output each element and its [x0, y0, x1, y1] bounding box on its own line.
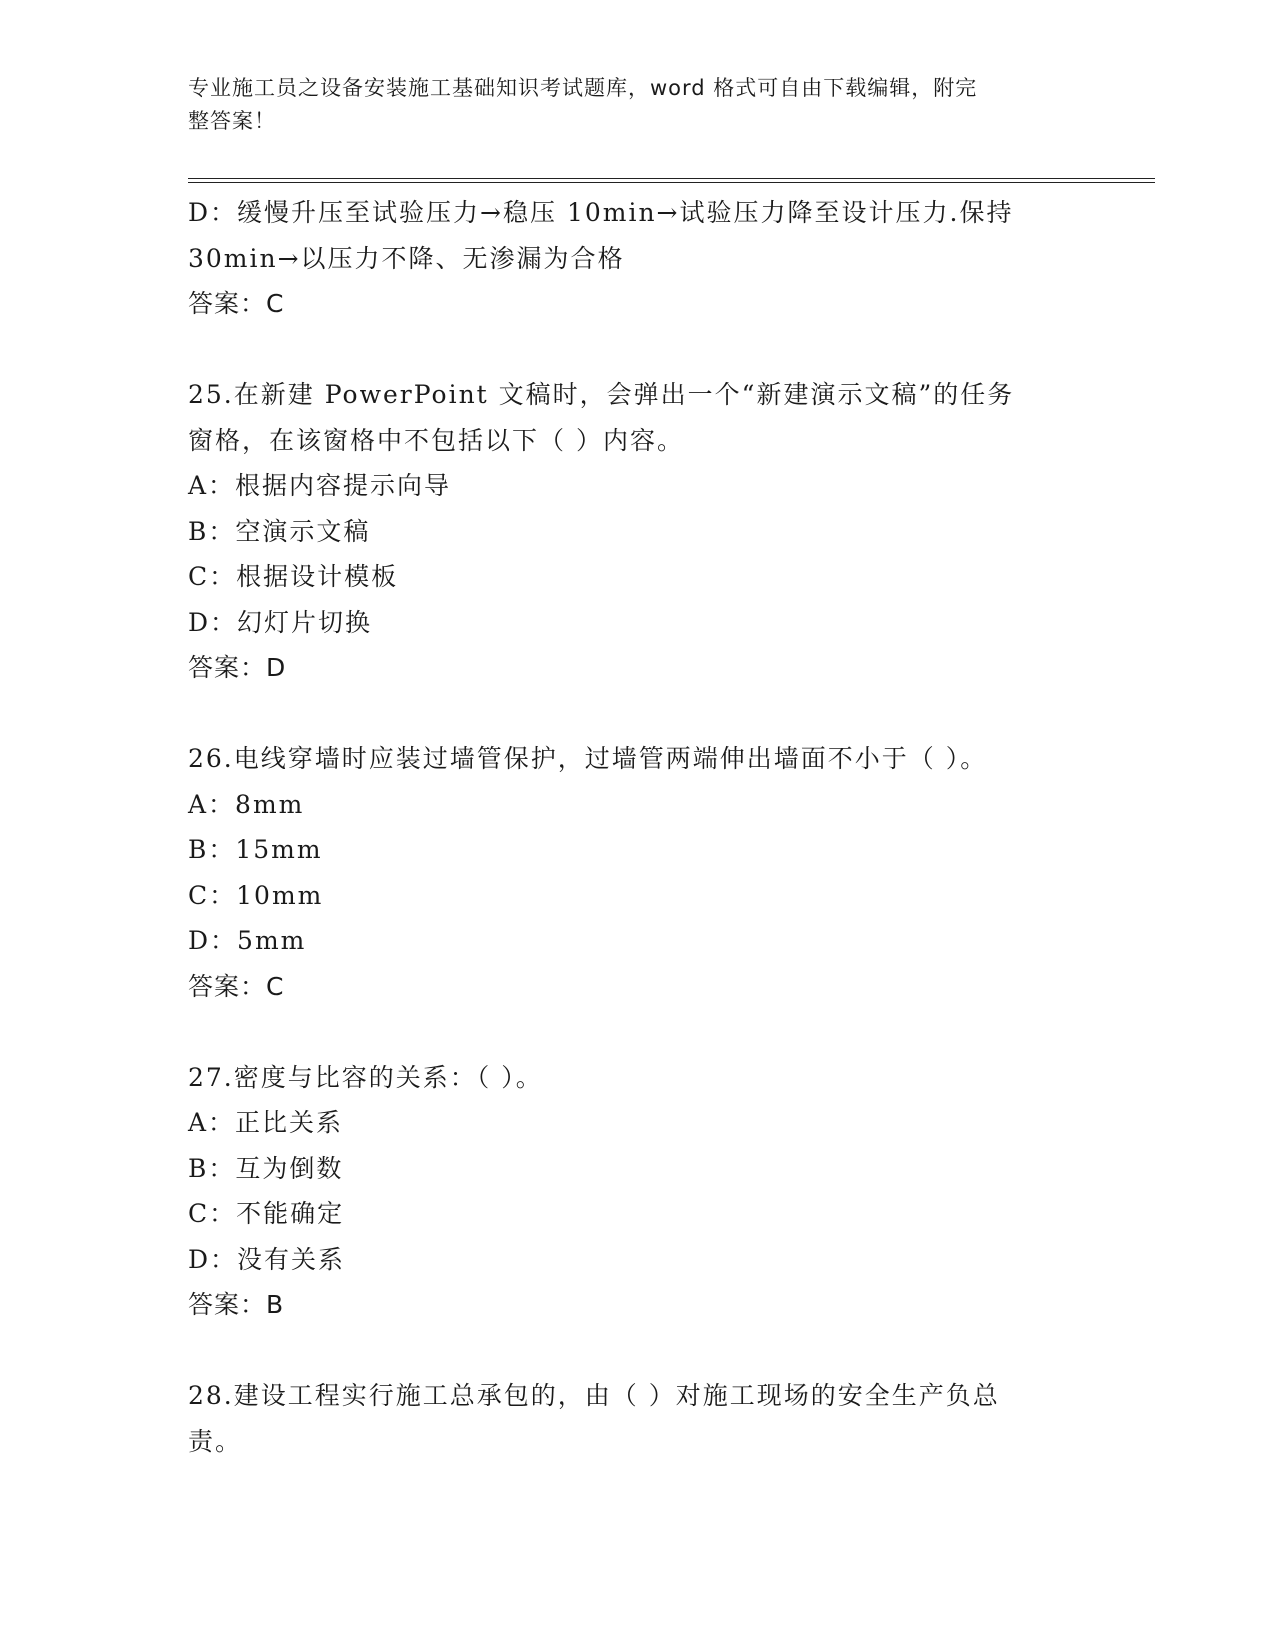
question-stem-continued: 责。 [188, 1426, 243, 1456]
question-stem: 28.建设工程实行施工总承包的，由（ ）对施工现场的安全生产负总 [188, 1381, 1000, 1410]
question-27 [188, 1055, 1068, 1328]
spacer [188, 691, 1068, 737]
option-a: A：8mm [188, 789, 305, 819]
spacer [188, 1328, 1068, 1374]
answer: 答案：B [188, 1290, 285, 1319]
answer: 答案：D [188, 653, 287, 682]
option-d-continued: 30min→以压力不降、无渗漏为合格 [188, 243, 625, 273]
option-d: D：幻灯片切换 [188, 607, 373, 637]
option-a: A：正比关系 [188, 1108, 344, 1137]
option-d: D：缓慢升压至试验压力→稳压 10min→试验压力降至设计压力.保持 [188, 198, 1014, 227]
option-c: C：根据设计模板 [188, 562, 399, 591]
question-stem: 26.电线穿墙时应装过墙管保护，过墙管两端伸出墙面不小于（ ）。 [188, 744, 988, 773]
question-stem: 25.在新建 PowerPoint 文稿时，会弹出一个“新建演示文稿”的任务 [188, 380, 1015, 409]
option-d: D：没有关系 [188, 1244, 346, 1274]
option-c: C：不能确定 [188, 1199, 345, 1228]
question-26 [188, 736, 1068, 1009]
question-28 [188, 1373, 1068, 1464]
header-divider [188, 178, 1155, 183]
page-header [188, 72, 1068, 138]
option-d: D：5mm [188, 926, 307, 955]
spacer [188, 1009, 1068, 1055]
option-b: B：空演示文稿 [188, 516, 371, 546]
option-a: A：根据内容提示向导 [188, 471, 452, 500]
prev-question-tail [188, 190, 1068, 327]
answer: 答案：C [188, 289, 285, 318]
header-line-1: 专业施工员之设备安装施工基础知识考试题库，word 格式可自由下载编辑，附完 [188, 76, 978, 100]
answer: 答案：C [188, 971, 285, 1001]
header-line-2: 整答案！ [188, 109, 276, 133]
question-25 [188, 372, 1068, 691]
option-b: B：互为倒数 [188, 1153, 344, 1183]
option-c: C：10mm [188, 880, 324, 910]
question-stem-continued: 窗格，在该窗格中不包括以下（ ）内容。 [188, 425, 684, 455]
question-list [188, 190, 1068, 1464]
option-b: B：15mm [188, 835, 323, 864]
question-stem: 27.密度与比容的关系：（ ）。 [188, 1062, 543, 1092]
spacer [188, 327, 1068, 373]
